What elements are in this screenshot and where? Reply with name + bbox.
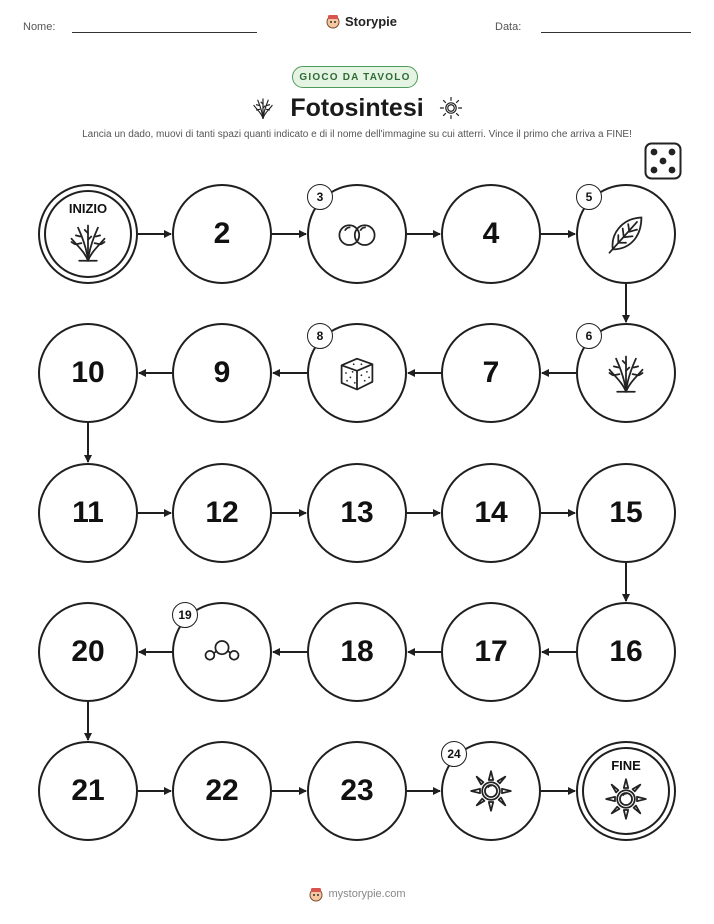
board-space: [441, 323, 541, 423]
seaweed-icon: [604, 351, 648, 395]
space-number: 15: [609, 496, 643, 529]
finish-space: [576, 741, 676, 841]
board-space: [441, 463, 541, 563]
space-number: 18: [340, 635, 374, 668]
page-title: Fotosintesi: [290, 93, 424, 122]
board-space: [441, 602, 541, 702]
board-space: [441, 741, 541, 841]
brand-name: Storypie: [345, 13, 398, 29]
space-label: INIZIO: [68, 201, 108, 216]
board-space: [307, 323, 407, 423]
space-number: 21: [71, 774, 105, 807]
sun-icon: [469, 769, 513, 813]
storypie-mascot-icon: [308, 886, 324, 902]
space-number-badge: 5: [576, 184, 602, 210]
board-space: [38, 741, 138, 841]
board-space: [576, 184, 676, 284]
leaf-icon: [604, 212, 648, 256]
category-badge: GIOCO DA TAVOLO: [292, 66, 418, 88]
space-label: FINE: [611, 758, 641, 773]
board-space: [307, 741, 407, 841]
bubbles-icon: [335, 212, 379, 256]
space-number: 20: [71, 635, 105, 668]
footer-url[interactable]: mystorypie.com: [328, 888, 406, 900]
seaweed-icon: [66, 220, 110, 264]
space-number-badge: 19: [172, 602, 198, 628]
space-number: 16: [609, 635, 643, 668]
board-space: [576, 463, 676, 563]
instructions: Lancia un dado, muovi di tanti spazi quanti indicato e di il nome dell'immagine su cui atterri. Vince il primo che arriva a FINE!: [82, 129, 632, 140]
start-space: [38, 184, 138, 284]
board-space: [172, 602, 272, 702]
board-space: [307, 602, 407, 702]
sugar-cube-icon: [335, 351, 379, 395]
space-number: 10: [71, 356, 105, 389]
board-space: [576, 602, 676, 702]
space-number-badge: 24: [441, 741, 467, 767]
space-number-badge: 3: [307, 184, 333, 210]
board-space: [38, 323, 138, 423]
board-space: [172, 741, 272, 841]
board-space: [172, 463, 272, 563]
space-number: 12: [205, 496, 239, 529]
space-number: 9: [213, 356, 231, 389]
space-number: 13: [340, 496, 374, 529]
board-space: [38, 602, 138, 702]
molecule-icon: [200, 630, 244, 674]
board-space: [441, 184, 541, 284]
space-number-badge: 6: [576, 323, 602, 349]
board-space: [172, 323, 272, 423]
space-number: 4: [482, 217, 500, 250]
name-label: Nome:: [23, 21, 56, 33]
board-space: [38, 463, 138, 563]
space-number: 17: [474, 635, 508, 668]
space-number: 14: [474, 496, 508, 529]
board-space: [307, 184, 407, 284]
space-number-badge: 8: [307, 323, 333, 349]
board-space: [576, 323, 676, 423]
date-label: Data:: [495, 21, 522, 33]
space-number: 7: [482, 356, 500, 389]
board-space: [307, 463, 407, 563]
space-number: 22: [205, 774, 239, 807]
space-number: 11: [72, 496, 104, 529]
footer: [0, 886, 714, 902]
space-number: 23: [340, 774, 374, 807]
board-space: [172, 184, 272, 284]
space-number: 2: [213, 217, 231, 250]
sun-icon: [604, 777, 648, 821]
